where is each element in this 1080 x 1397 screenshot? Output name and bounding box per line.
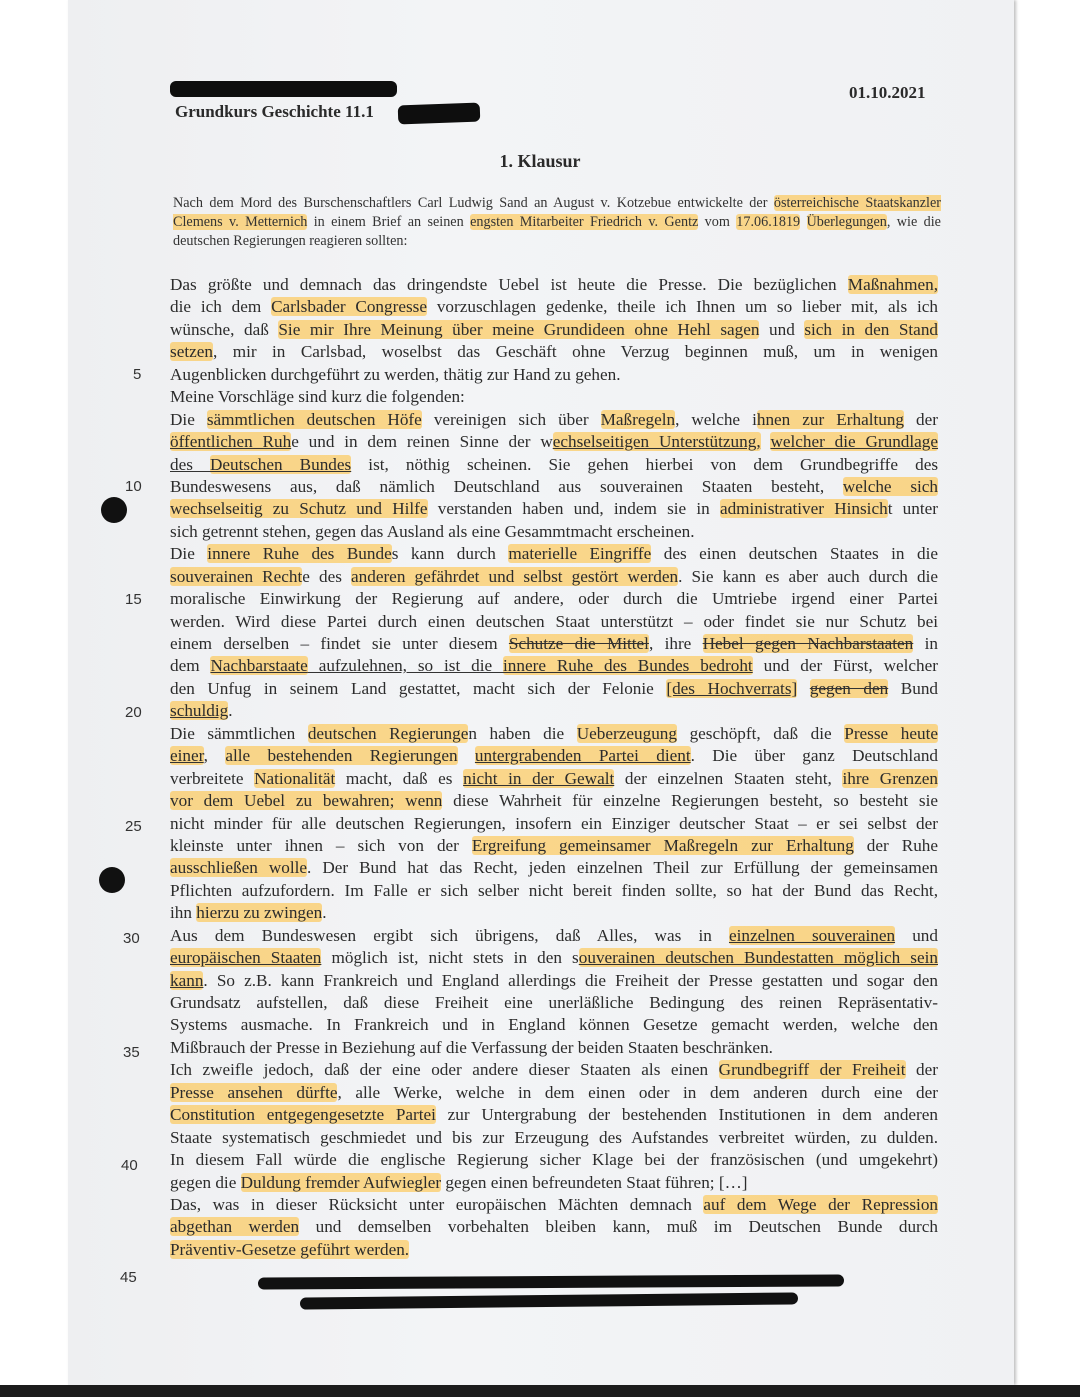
intro-text: [800, 214, 806, 230]
exam-title: 1. Klausur: [499, 151, 581, 171]
intro-paragraph: [173, 194, 941, 251]
text-line: Meine Vorschläge sind kurz die folgenden:: [170, 387, 465, 407]
redacted-course-code: [398, 103, 481, 125]
intro-text: Nach dem Mord des Burschenschaftlers Carl Ludwig Sand an August v. Kotzebue entwickelte der: [173, 195, 774, 211]
text-line: verbreitete Nationalität macht, daß es nicht in der Gewalt der einzelnen Staaten steht, ihre Grenzen: [170, 768, 938, 788]
text-line: des Deutschen Bundes ist, nöthig scheinen. Sie gehen hierbei von dem Grundbegriffe des: [170, 454, 939, 474]
text-line: dem Nachbarstaate aufzulehnen, so ist die innere Ruhe des Bundes bedroht und der Fürst, welcher: [170, 656, 938, 676]
text-line: Systems ausmache. In Frankreich und in England können Gesetze gemacht werden, welche den: [170, 1015, 938, 1035]
text-line: Ich zweifle jedoch, daß der eine oder andere dieser Staaten als einen Grundbegriff der Freiheit der: [170, 1060, 938, 1080]
text-line: moralische Einwirkung der Regierung auf andere, oder durch die Umtriebe irgend einer Partei: [170, 589, 938, 609]
text-line: sich getrennt stehen, gegen das Ausland als eine Gesammtmacht erscheinen.: [170, 521, 695, 541]
text-line: die ich dem Carlsbader Congresse vorzuschlagen gedenke, theile ich Ihnen um so lieber mit, als ich: [170, 297, 938, 317]
text-line: nicht minder für alle deutschen Regierungen, insofern ein Einziger deutscher Staat – er sei selbst der: [170, 813, 938, 833]
text-line: Constitution entgegengesetzte Partei zur Untergrabung der bestehenden Institutionen in dem anderen: [170, 1105, 938, 1125]
text-line: Die innere Ruhe des Bundes kann durch materielle Eingriffe des einen deutschen Staates in die: [170, 544, 938, 564]
text-line: schuldig.: [170, 701, 233, 721]
punch-hole: [101, 497, 127, 523]
text-line: Staate systematisch geschmiedet und bis zur Erzeugung des Aufstandes verbreitet würden, zu dulden.: [170, 1127, 938, 1147]
intro-text: , wie die deutschen Regierungen reagieren sollten:: [173, 214, 941, 249]
line-number: 45: [120, 1269, 137, 1286]
punch-hole: [99, 867, 125, 893]
text-line: Die sämmtlichen deutschen Höfe vereinigen sich über Maßregeln, welche ihnen zur Erhaltung der: [170, 409, 938, 429]
text-line: Pflichten aufzufordern. Im Falle er sich selber nicht bereit finden sollte, so hat der Bund das Recht,: [170, 880, 938, 900]
text-line: Das größte und demnach das dringendste Uebel ist heute die Presse. Die bezüglichen Maßnahmen,: [170, 275, 938, 294]
text-line: gegen die Duldung fremder Aufwiegler gegen einen befreundeten Staat führen; […]: [170, 1172, 748, 1192]
text-line: Mißbrauch der Presse in Beziehung auf die Verfassung der beiden Staaten beschränken.: [170, 1037, 773, 1057]
line-number: 30: [123, 930, 140, 947]
text-line: öffentlichen Ruhe und in dem reinen Sinne der wechselseitigen Unterstützung, welcher die Grundlage: [170, 432, 939, 452]
line-number: 10: [125, 478, 142, 495]
text-line: wechselseitig zu Schutz und Hilfe verstanden haben und, indem sie in administrativer Hinsicht unter: [170, 499, 938, 519]
text-line: kann. So z.B. kann Frankreich und England allerdings die Freiheit der Presse gestatten und sogar den: [170, 970, 938, 990]
intro-text: vom: [698, 214, 737, 230]
text-line: vor dem Uebel zu bewahren; wenn diese Wahrheit für einzelne Regierungen besteht, so besteht sie: [170, 791, 939, 811]
text-line: Präventiv-Gesetze geführt werden.: [170, 1239, 410, 1259]
redacted-name: [170, 81, 397, 97]
course-title: Grundkurs Geschichte 11.1: [175, 102, 374, 121]
background-bottom: [0, 1385, 1080, 1397]
line-number: 5: [133, 366, 142, 383]
text-line: ihn hierzu zu zwingen.: [170, 903, 327, 923]
text-line: Presse ansehen dürfte, alle Werke, welche in dem einen oder in dem anderen durch eine der: [170, 1082, 938, 1102]
line-number: 25: [125, 818, 142, 835]
intro-text: in einem Brief an seinen: [307, 214, 471, 230]
line-number: 40: [121, 1157, 138, 1174]
line-number: 15: [125, 591, 142, 608]
background-left: [0, 0, 68, 1397]
text-line: ausschließen wolle. Der Bund hat das Recht, jeden einzelnen Theil zur Erfüllung der gemeinsamen: [170, 858, 938, 878]
exam-date: 01.10.2021: [849, 83, 926, 102]
intro-highlight: österreichische Staatskanzler Clemens v. Metternich: [173, 195, 942, 230]
line-number: 20: [125, 704, 142, 721]
text-line: setzen, mir in Carlsbad, woselbst das Geschäft ohne Verzug beginnen muß, um in wenigen: [170, 342, 938, 362]
text-line: In diesem Fall würde die englische Regierung sicher Klage bei der französischen (und umgekehrt): [170, 1150, 938, 1170]
text-line: Bundeswesens aus, daß nämlich Deutschland aus souverainen Staaten besteht, welche sich: [170, 476, 939, 496]
text-line: Die sämmtlichen deutschen Regierungen haben die Ueberzeugung geschöpft, daß die Presse heute: [170, 723, 938, 743]
text-line: souverainen Rechte des anderen gefährdet und selbst gestört werden. Sie kann es aber auch durch die: [170, 566, 939, 586]
intro-highlight: 17.06.1819: [736, 214, 801, 230]
source-text: [170, 274, 938, 1261]
intro-highlight: engsten Mitarbeiter Friedrich v. Gentz: [470, 214, 699, 230]
text-line: abgethan werden und demselben vorbehalten bleiben kann, muß im Deutschen Bunde durch: [170, 1217, 938, 1237]
line-number: 35: [123, 1044, 140, 1061]
text-line: werden. Wird diese Partei durch einen deutschen Staat unterstützt – oder findet sie nur Schutz bei: [170, 611, 938, 631]
text-line: den Unfug in seinem Land gestattet, macht sich der Felonie [des Hochverrats] gegen den Bund: [170, 678, 939, 698]
text-line: Grundsatz aufstellen, daß diese Freiheit eine unerläßliche Bedingung des reinen Repräsentativ-: [170, 993, 938, 1012]
text-line: wünsche, daß Sie mir Ihre Meinung über meine Grundideen ohne Hehl sagen und sich in den Stand: [170, 319, 939, 339]
text-line: kleinste unter ihnen – sich von der Ergreifung gemeinsamer Maßregeln zur Erhaltung der Ruhe: [170, 835, 939, 855]
text-line: europäischen Staaten möglich ist, nicht stets in den souverainen deutschen Bundestatten möglich sein: [170, 948, 938, 968]
text-line: Das, was in dieser Rücksicht unter europäischen Mächten demnach auf dem Wege der Repression: [170, 1194, 939, 1214]
intro-highlight: Überlegungen: [806, 214, 887, 230]
text-line: einem derselben – findet sie unter diesem Schutze die Mittel, ihre Hebel gegen Nachbarstaaten in: [170, 634, 938, 653]
text-line: Augenblicken durchgeführt zu werden, thätig zur Hand zu gehen.: [170, 364, 621, 384]
text-line: einer, alle bestehenden Regierungen untergrabenden Partei dient. Die über ganz Deutschland: [170, 746, 939, 766]
text-line: Aus dem Bundeswesen ergibt sich übrigens, daß Alles, was in einzelnen souverainen und: [170, 925, 938, 945]
